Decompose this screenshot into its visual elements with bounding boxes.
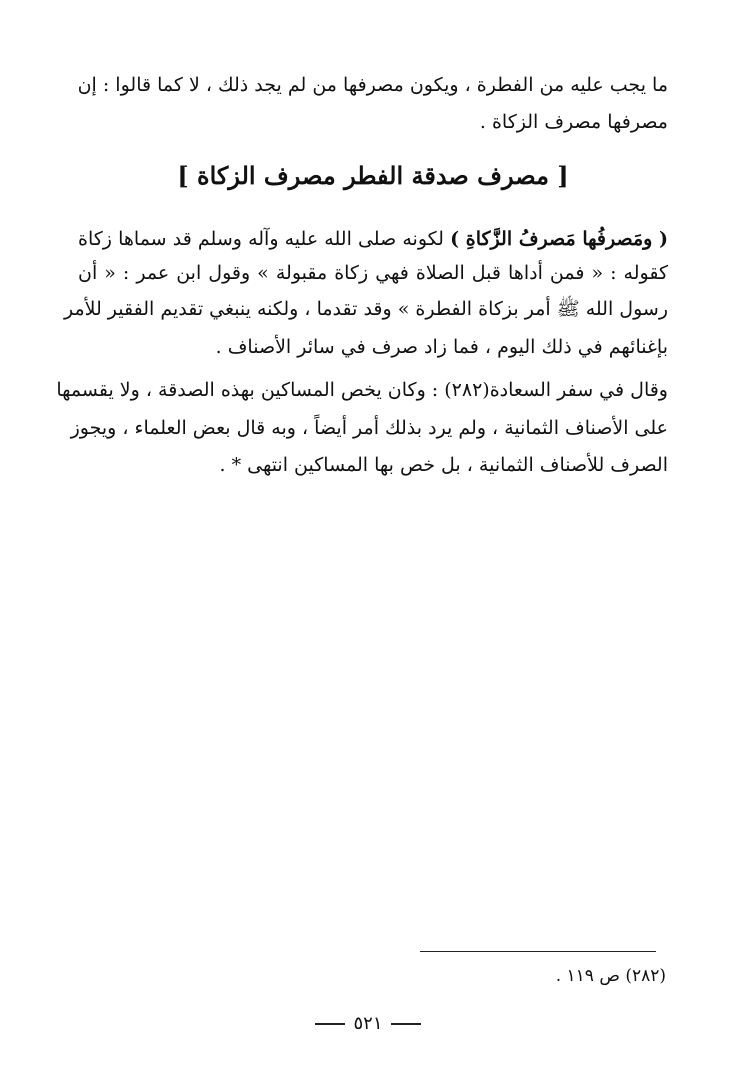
paragraph-1-line-2: كقوله : « فمن أداها قبل الصلاة فهي زكاة مقبولة » وقول ابن عمر : « أن: [78, 262, 668, 284]
footnote: (٢٨٢) ص ١١٩ .: [555, 966, 666, 986]
page-number-dash-right: [391, 1023, 421, 1025]
paragraph-2-line-1: وقال في سفر السعادة(٢٨٢) : وكان يخص المساكين بهذه الصدقة ، ولا يقسمها: [56, 379, 668, 401]
page-number: ٥٢١: [353, 1013, 383, 1034]
page-number-footer: [268, 1010, 468, 1038]
paragraph-2-line-3: الصرف للأصناف الثمانية ، بل خص بها المساكين انتهى * .: [219, 454, 668, 476]
intro-line-2: مصرفها مصرف الزكاة .: [479, 111, 668, 133]
page-number-dash-left: [315, 1023, 345, 1025]
paragraph-1-line-1-rest: لكونه صلى الله عليه وآله وسلم قد سماها زكاة: [78, 228, 444, 250]
section-heading: [ مصرف صدقة الفطر مصرف الزكاة ]: [177, 161, 569, 190]
paragraph-1-line-3: رسول الله ﷺ أمر بزكاة الفطرة » وقد تقدما ، ولكنه ينبغي تقديم الفقير للأمر: [63, 298, 668, 320]
paragraph-2-line-2: على الأصناف الثمانية ، ولم يرد بذلك أمر أيضاً ، وبه قال بعض العلماء ، ويجوز: [70, 417, 668, 439]
paragraph-1-line-1: [78, 224, 668, 254]
footnote-divider: [420, 951, 656, 952]
paragraph-1-line-4: بإغنائهم في ذلك اليوم ، فما زاد صرف في سائر الأصناف .: [215, 336, 668, 358]
intro-line-1: ما يجب عليه من الفطرة ، ويكون مصرفها من لم يجد ذلك ، لا كما قالوا : إن: [77, 74, 668, 96]
quoted-term: ( ومَصرفُها مَصرفُ الزَّكاةِ ): [450, 228, 668, 250]
